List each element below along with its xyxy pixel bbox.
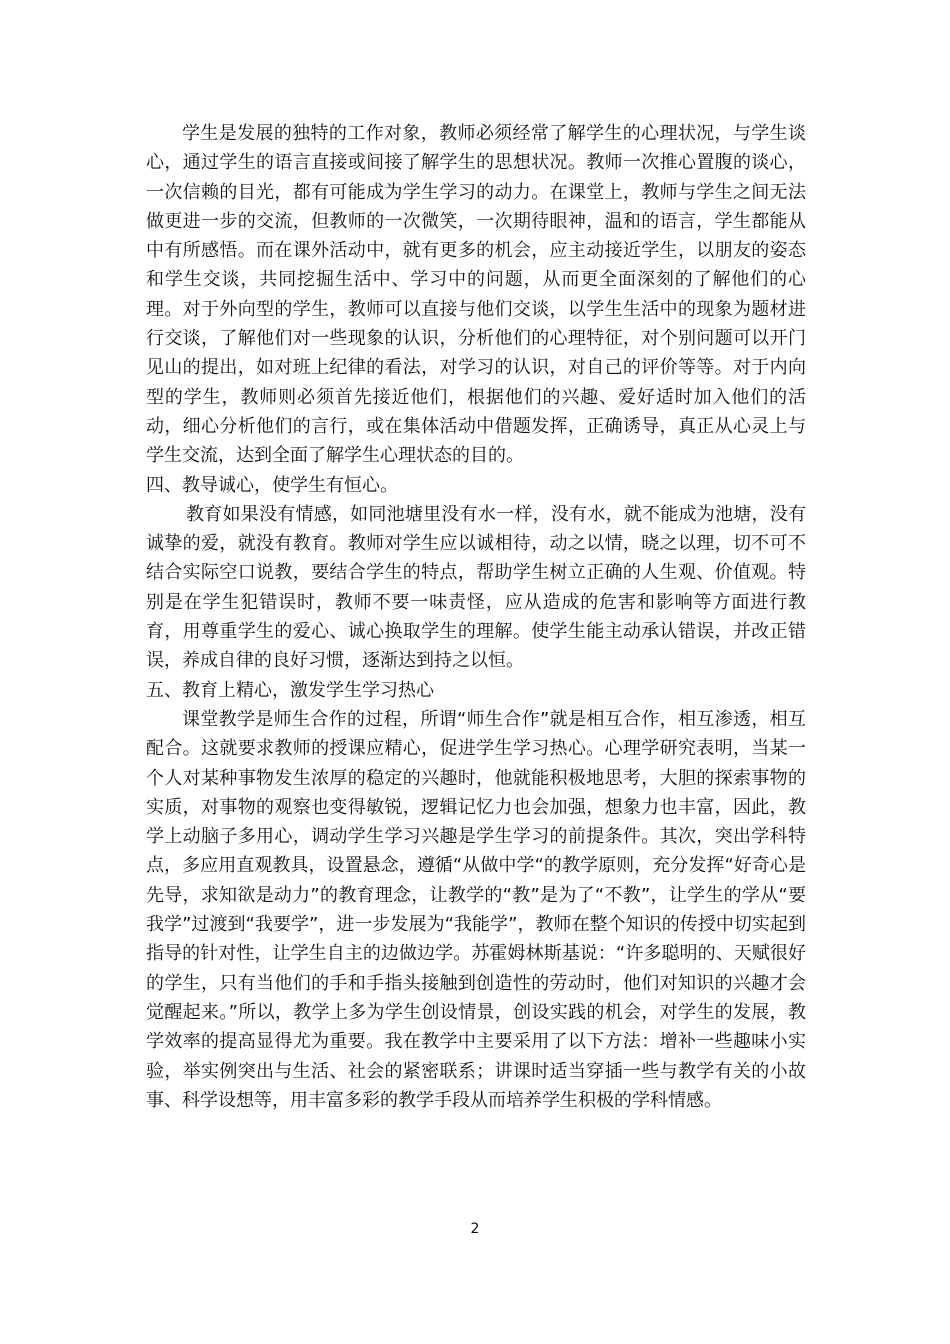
paragraph-careful-teaching: 课堂教学是师生合作的过程，所谓“师生合作”就是相互合作，相互渗透，相互配合。这就要求教师的授课应精心，促进学生学习热心。心理学研究表明，当某一个人对某种事物发生浓厚的稳定的兴趣时，他就能积极地思考，大胆的探索事物的实质，对事物的观察也变得敏锐，逻辑记忆力也会加强，想象力也丰富，因此，教学上动脑子多用心，调动学生学习兴趣是学生学习的前提条件。其次，突出学科特点，多应用直观教具，设置悬念，遵循“从做中学“的教学原则，充分发挥“好奇心是先导，求知欲是动力”的教育理念，让教学的“教”是为了“不教”，让学生的学从“要我学”过渡到“我要学”，进一步发展为“我能学”，教师在整个知识的传授中切实起到指导的针对性，让学生自主的边做边学。苏霍姆林斯基说：“许多聪明的、天赋很好的学生，只有当他们的手和手指头接触到创造性的劳动时，他们对知识的兴趣才会觉醒起来。”所以，教学上多为学生创设情景，创设实践的机会，对学生的发展，教学效率的提高显得尤为重要。我在教学中主要采用了以下方法：增补一些趣味小实验，举实例突出与生活、社会的紧密联系；讲课时适当穿插一些与教学有关的小故事、科学设想等，用丰富多彩的教学手段从而培养学生积极的学科情感。 [146,708,806,1111]
section-heading-five: 五、教育上精心，激发学生学习热心 [146,679,434,701]
page-number: 2 [470,1221,480,1237]
document-body [146,119,806,1115]
paragraph-sincere-guidance: 教育如果没有情感，如同池塘里没有水一样，没有水，就不能成为池塘，没有诚挚的爱，就没有教育。教师对学生应以诚相待，动之以情，晓之以理，切不可不结合实际空口说教，要结合学生的特点，帮助学生树立正确的人生观、价值观。特别是在学生犯错误时，教师不要一味责怪，应从造成的危害和影响等方面进行教育，用尊重学生的爱心、诚心换取学生的理解。使学生能主动承认错误，并改正错误，养成自律的良好习惯，逐渐达到持之以恒。 [146,503,806,672]
section-heading-four: 四、教导诚心，使学生有恒心。 [146,474,398,496]
paragraph-understanding-students: 学生是发展的独特的工作对象，教师必须经常了解学生的心理状况，与学生谈心，通过学生的语言直接或间接了解学生的思想状况。教师一次推心置腹的谈心，一次信赖的目光，都有可能成为学生学习的动力。在课堂上，教师与学生之间无法做更进一步的交流，但教师的一次微笑，一次期待眼神，温和的语言，学生都能从中有所感悟。而在课外活动中，就有更多的机会，应主动接近学生，以朋友的姿态和学生交谈，共同挖掘生活中、学习中的问题，从而更全面深刻的了解他们的心理。对于外向型的学生，教师可以直接与他们交谈，以学生生活中的现象为题材进行交谈，了解他们对一些现象的认识，分析他们的心理特征，对个别问题可以开门见山的提出，如对班上纪律的看法，对学习的认识，对自己的评价等等。对于内向型的学生，教师则必须首先接近他们，根据他们的兴趣、爱好适时加入他们的活动，细心分析他们的言行，或在集体活动中借题发挥，正确诱导，真正从心灵上与学生交流，达到全面了解学生心理状态的目的。 [146,123,806,467]
